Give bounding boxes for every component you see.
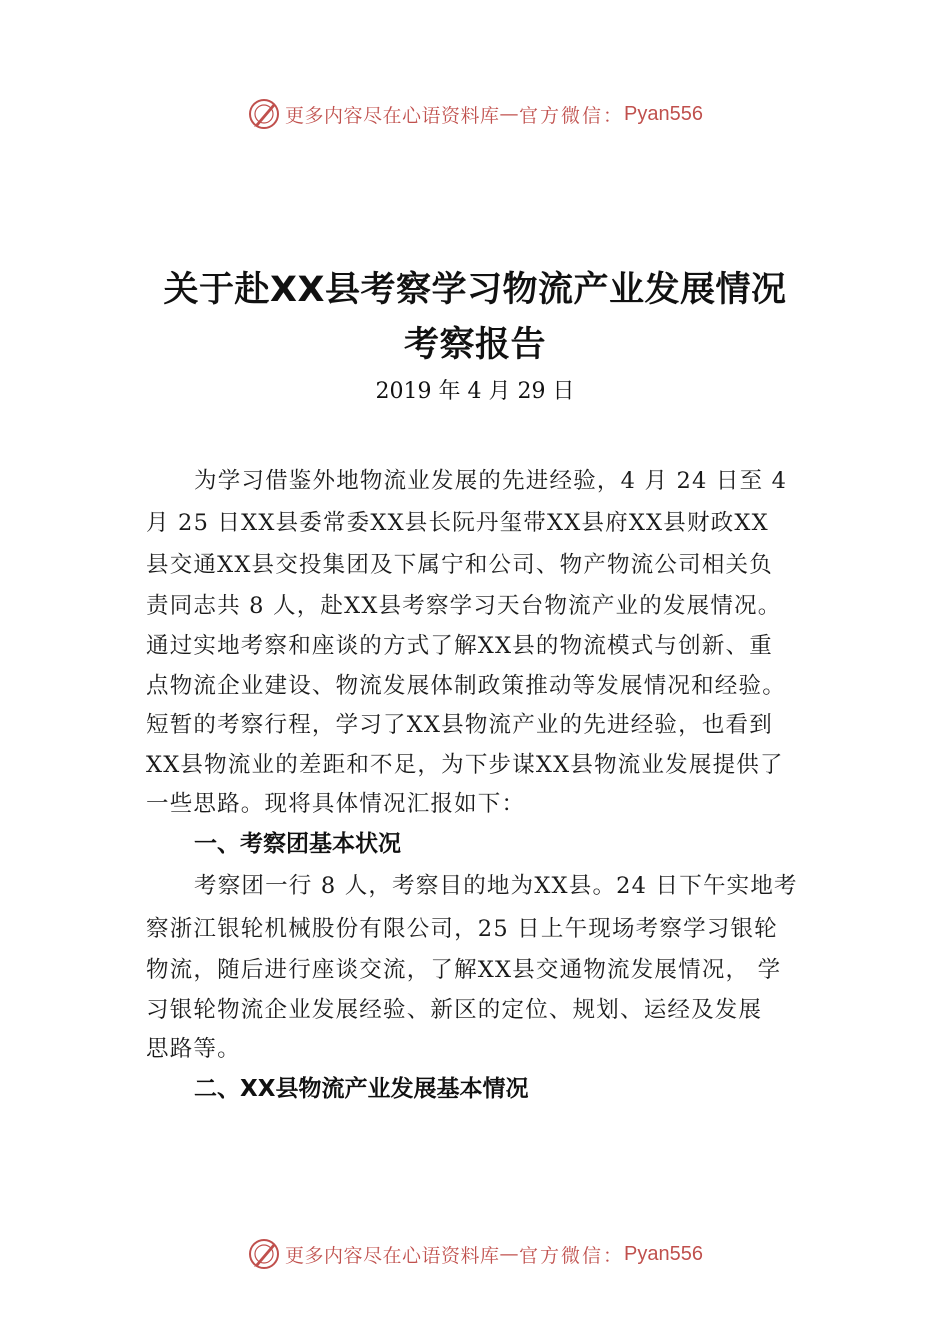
watermark-separator: — — [499, 103, 520, 125]
paragraph1-line: 短暂的考察行程，学习了XX县物流产业的先进经验，也看到 — [146, 712, 773, 738]
document-date: 2019 年 4 月 29 日 — [375, 379, 575, 404]
paragraph2-line: 习银轮物流企业发展经验、新区的定位、规划、运经及发展 — [146, 997, 763, 1023]
watermark-text: 更多内容尽在心语资料库 — [285, 104, 500, 127]
document-title-line-2: 考察报告 — [403, 325, 546, 365]
section2-heading: 二、XX县物流产业发展基本情况 — [194, 1076, 529, 1102]
watermark-wechat-label: 官方微信： — [519, 104, 625, 127]
document-title-line-1: 关于赴XX县考察学习物流产业发展情况 — [163, 270, 787, 310]
paragraph1-line: 为学习借鉴外地物流业发展的先进经验，4 月 24 日至 4 — [194, 468, 788, 494]
paragraph1-line: 点物流企业建设、物流发展体制政策推动等发展情况和经验。 — [146, 673, 786, 699]
paragraph1-line: 通过实地考察和座谈的方式了解XX县的物流模式与创新、重 — [146, 633, 773, 659]
watermark-wechat-id: Pyan556 — [624, 1242, 703, 1265]
section1-heading: 一、考察团基本状况 — [194, 831, 401, 857]
brush-logo-icon — [247, 1237, 281, 1271]
paragraph2-line: 思路等。 — [146, 1036, 241, 1062]
watermark-separator: — — [499, 1243, 520, 1265]
watermark-wechat-label: 官方微信： — [519, 1244, 625, 1267]
paragraph2-line: 物流，随后进行座谈交流，了解XX县交通物流发展情况， 学 — [146, 957, 782, 983]
brush-logo-icon — [247, 97, 281, 131]
watermark-wechat-id: Pyan556 — [624, 102, 703, 125]
paragraph1-line: 月 25 日XX县委常委XX县长阮丹玺带XX县府XX县财政XX — [146, 510, 769, 536]
paragraph1-line: 责同志共 8 人，赴XX县考察学习天台物流产业的发展情况。 — [146, 593, 782, 619]
paragraph1-line: XX县物流业的差距和不足，为下步谋XX县物流业发展提供了 — [146, 752, 784, 778]
header-watermark — [0, 94, 950, 134]
paragraph2-line: 察浙江银轮机械股份有限公司，25 日上午现场考察学习银轮 — [146, 916, 778, 942]
paragraph1-line: 一些思路。现将具体情况汇报如下： — [146, 791, 526, 817]
footer-watermark — [0, 1234, 950, 1274]
watermark-text: 更多内容尽在心语资料库 — [285, 1244, 500, 1267]
paragraph2-line: 考察团一行 8 人，考察目的地为XX县。24 日下午实地考 — [194, 873, 798, 899]
paragraph1-line: 县交通XX县交投集团及下属宁和公司、物产物流公司相关负 — [146, 552, 773, 578]
